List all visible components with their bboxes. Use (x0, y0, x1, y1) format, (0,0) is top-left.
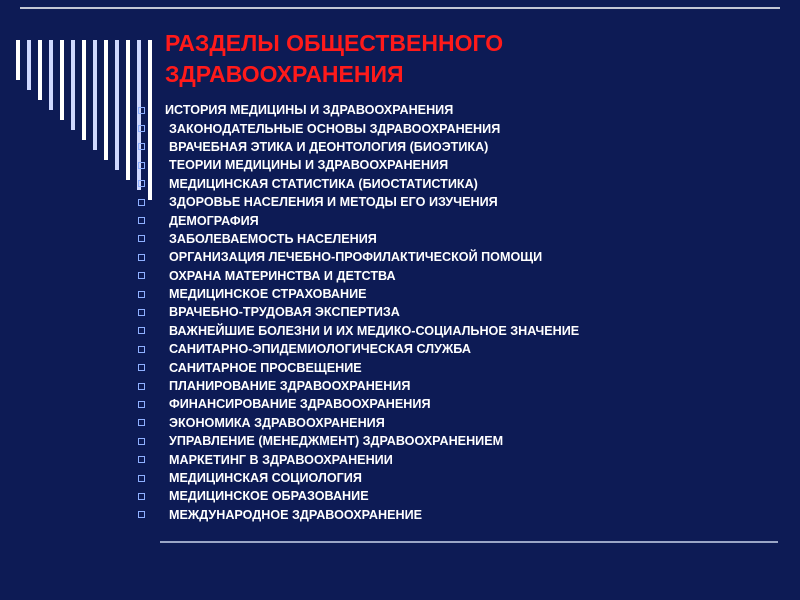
topic-list-item (138, 285, 579, 303)
stripe-bar (27, 40, 31, 90)
stripe-bar (115, 40, 119, 170)
topic-list-item (138, 322, 579, 340)
topic-label: МЕЖДУНАРОДНОЕ ЗДРАВООХРАНЕНИЕ (169, 507, 423, 522)
topic-list-item (138, 248, 579, 266)
topic-label: ПЛАНИРОВАНИЕ ЗДРАВООХРАНЕНИЯ (169, 379, 411, 394)
topic-list-item (138, 193, 579, 211)
topic-label: САНИТАРНО-ЭПИДЕМИОЛОГИЧЕСКАЯ СЛУЖБА (169, 342, 471, 357)
topic-list-item (138, 138, 579, 156)
topic-label: ОХРАНА МАТЕРИНСТВА И ДЕТСТВА (169, 268, 396, 283)
topic-label: ЭКОНОМИКА ЗДРАВООХРАНЕНИЯ (169, 415, 385, 430)
topic-list-item (138, 506, 579, 524)
square-bullet-icon (138, 438, 145, 445)
square-bullet-icon (138, 272, 145, 279)
topic-list-item (138, 211, 579, 229)
topic-label: МЕДИЦИНСКАЯ СТАТИСТИКА (БИОСТАТИСТИКА) (169, 176, 478, 191)
topic-list-item (138, 395, 579, 413)
topic-list-item (138, 119, 579, 137)
topic-list-item (138, 377, 579, 395)
topic-list-item (138, 450, 579, 468)
topic-label: ТЕОРИИ МЕДИЦИНЫ И ЗДРАВООХРАНЕНИЯ (169, 158, 449, 173)
square-bullet-icon (138, 180, 145, 187)
topic-label: МЕДИЦИНСКОЕ ОБРАЗОВАНИЕ (169, 489, 369, 504)
square-bullet-icon (138, 235, 145, 242)
topic-label: ВРАЧЕБНО-ТРУДОВАЯ ЭКСПЕРТИЗА (169, 305, 400, 320)
topic-list-item (138, 469, 579, 487)
topic-list (138, 101, 579, 524)
stripe-bar (16, 40, 20, 80)
square-bullet-icon (138, 511, 145, 518)
topic-label: ВРАЧЕБНАЯ ЭТИКА И ДЕОНТОЛОГИЯ (БИОЭТИКА) (169, 139, 489, 154)
square-bullet-icon (138, 346, 145, 353)
square-bullet-icon (138, 401, 145, 408)
topic-label: ДЕМОГРАФИЯ (169, 213, 259, 228)
stripe-bar (71, 40, 75, 130)
square-bullet-icon (138, 364, 145, 371)
topic-list-item (138, 175, 579, 193)
square-bullet-icon (138, 162, 145, 169)
stripe-bar (126, 40, 130, 180)
topic-label: ЗДОРОВЬЕ НАСЕЛЕНИЯ И МЕТОДЫ ЕГО ИЗУЧЕНИЯ (169, 195, 498, 210)
square-bullet-icon (138, 383, 145, 390)
square-bullet-icon (138, 254, 145, 261)
topic-label: МЕДИЦИНСКАЯ СОЦИОЛОГИЯ (169, 471, 362, 485)
bottom-divider (160, 541, 778, 543)
stripe-bar (104, 40, 108, 160)
topic-list-item (138, 432, 579, 450)
square-bullet-icon (138, 309, 145, 316)
stripe-bar (60, 40, 64, 120)
square-bullet-icon (138, 217, 145, 224)
topic-list-item (138, 156, 579, 174)
topic-list-item (138, 303, 579, 321)
square-bullet-icon (138, 125, 145, 132)
topic-label: ИСТОРИЯ МЕДИЦИНЫ И ЗДРАВООХРАНЕНИЯ (165, 103, 454, 118)
topic-list-item (138, 101, 579, 119)
topic-label: ФИНАНСИРОВАНИЕ ЗДРАВООХРАНЕНИЯ (169, 397, 431, 412)
topic-list-item (138, 487, 579, 505)
topic-list-item (138, 267, 579, 285)
topic-label: САНИТАРНОЕ ПРОСВЕЩЕНИЕ (169, 360, 362, 375)
topic-list-item (138, 340, 579, 358)
stripe-bar (93, 40, 97, 150)
topic-label: ОРГАНИЗАЦИЯ ЛЕЧЕБНО-ПРОФИЛАКТИЧЕСКОЙ ПОМОЩИ (169, 250, 543, 265)
square-bullet-icon (138, 143, 145, 150)
topic-label: УПРАВЛЕНИЕ (МЕНЕДЖМЕНТ) ЗДРАВООХРАНЕНИЕМ (169, 434, 504, 449)
topic-list-item (138, 230, 579, 248)
slide-title: РАЗДЕЛЫ ОБЩЕСТВЕННОГО ЗДРАВООХРАНЕНИЯ (165, 30, 504, 87)
topic-label: ЗАБОЛЕВАЕМОСТЬ НАСЕЛЕНИЯ (169, 231, 377, 246)
vertical-stripes (16, 40, 152, 200)
stripe-bar (38, 40, 42, 100)
square-bullet-icon (138, 327, 145, 334)
square-bullet-icon (138, 419, 145, 426)
topic-label: МАРКЕТИНГ В ЗДРАВООХРАНЕНИИ (169, 452, 393, 467)
square-bullet-icon (138, 456, 145, 463)
topic-list-item (138, 358, 579, 376)
topic-label: ЗАКОНОДАТЕЛЬНЫЕ ОСНОВЫ ЗДРАВООХРАНЕНИЯ (169, 121, 501, 136)
stripe-bar (49, 40, 53, 110)
topic-label: МЕДИЦИНСКОЕ СТРАХОВАНИЕ (169, 287, 367, 302)
topic-label: ВАЖНЕЙШИЕ БОЛЕЗНИ И ИХ МЕДИКО-СОЦИАЛЬНОЕ ЗНАЧЕНИЕ (169, 323, 580, 338)
stripe-bar (82, 40, 86, 140)
square-bullet-icon (138, 199, 145, 206)
topic-list-item (138, 414, 579, 432)
square-bullet-icon (138, 493, 145, 500)
square-bullet-icon (138, 107, 145, 114)
square-bullet-icon (138, 291, 145, 298)
square-bullet-icon (138, 475, 145, 482)
